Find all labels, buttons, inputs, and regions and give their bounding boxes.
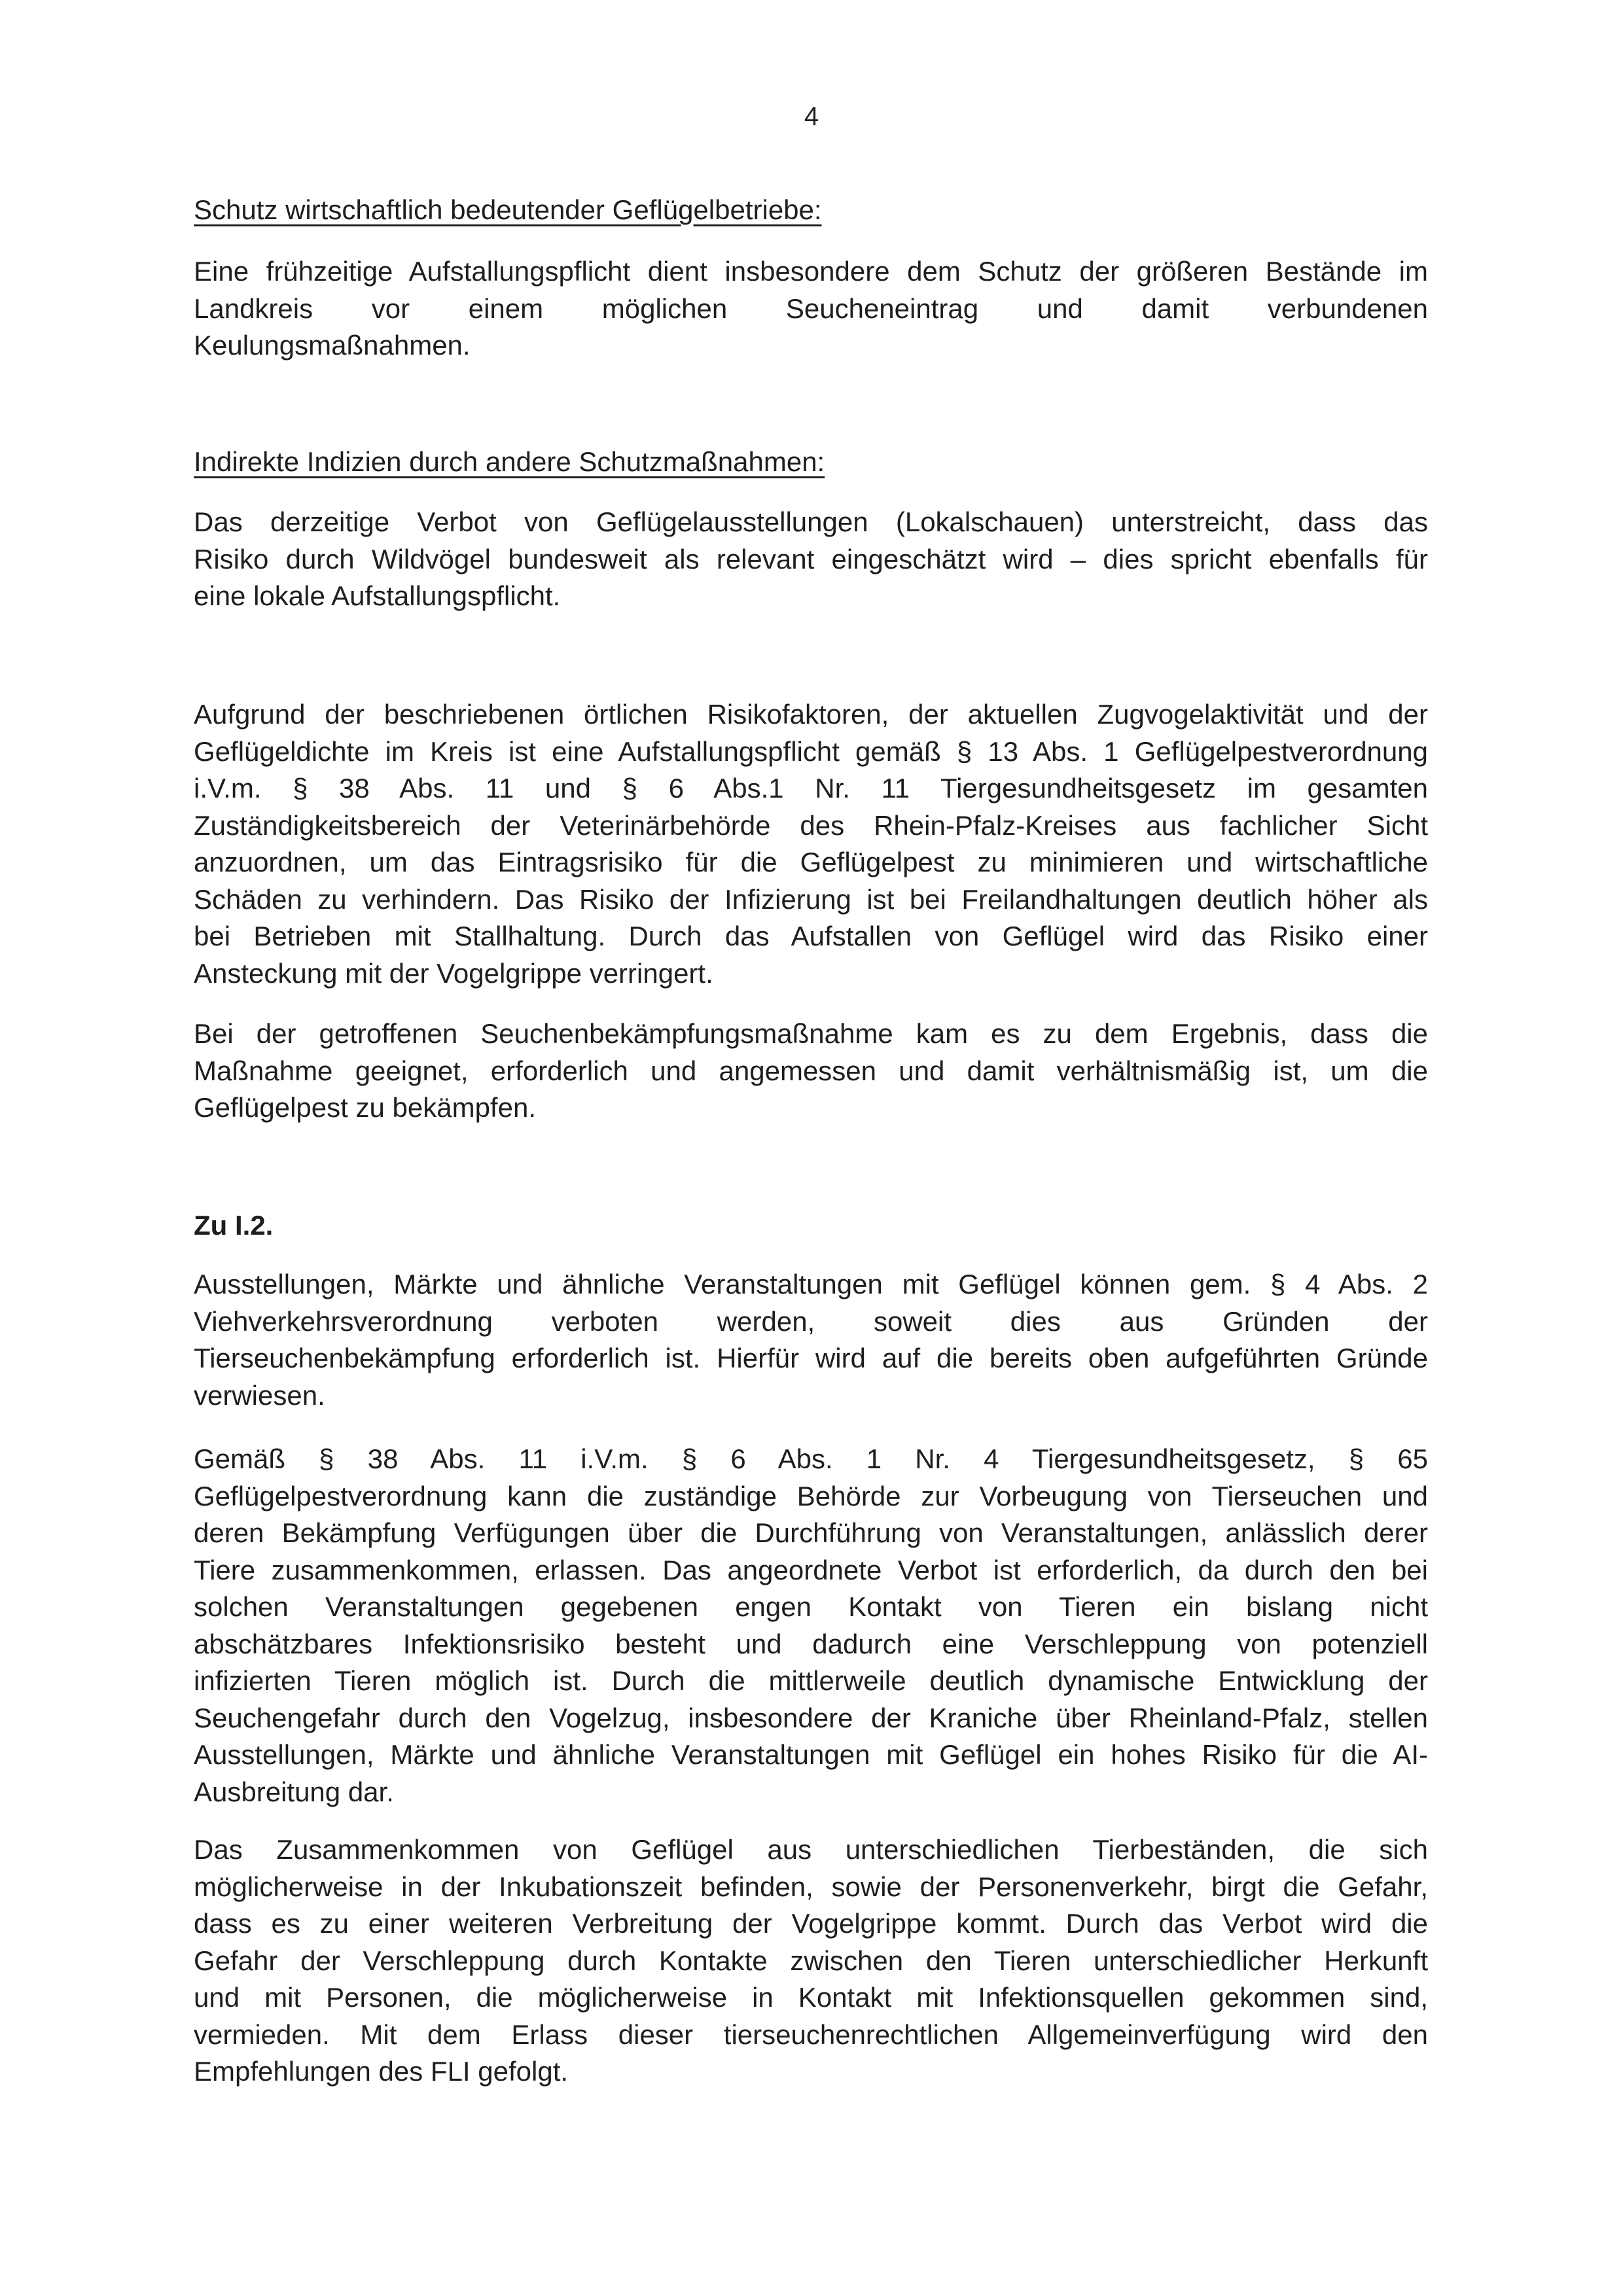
text-line: Ausbreitung dar. [194, 1776, 394, 1807]
text-line: Das Zusammenkommen von Geflügel aus unterschiedlichen Tierbeständen, die sich [194, 1834, 1428, 1865]
text-line: Gefahr der Verschleppung durch Kontakte zwischen den Tieren unterschiedlicher Herkunft [194, 1945, 1428, 1976]
text-line: Maßnahme geeignet, erforderlich und angemessen und damit verhältnismäßig ist, um die [194, 1055, 1428, 1086]
paragraph-2 [194, 504, 1428, 615]
text-line: Landkreis vor einem möglichen Seucheneintrag und damit verbundenen [194, 292, 1428, 324]
text-line: und mit Personen, die möglicherweise in Kontakt mit Infektionsquellen gekommen sind, [194, 1982, 1428, 2013]
text-line: Geflügelpestverordnung kann die zuständige Behörde zur Vorbeugung von Tierseuchen und [194, 1480, 1428, 1511]
paragraph-3 [194, 696, 1428, 992]
text-line: Empfehlungen des FLI gefolgt. [194, 2056, 569, 2087]
text-line: Schäden zu verhindern. Das Risiko der Infizierung ist bei Freilandhaltungen deutlich höher als [194, 883, 1428, 915]
text-line: möglicherweise in der Inkubationszeit befinden, sowie der Personenverkehr, birgt die Gefahr, [194, 1871, 1428, 1902]
text-line: deren Bekämpfung Verfügungen über die Durchführung von Veranstaltungen, anlässlich derer [194, 1517, 1428, 1548]
paragraph-1 [194, 253, 1428, 364]
text-line: Ansteckung mit der Vogelgrippe verringert. [194, 957, 713, 989]
text-line: Aufgrund der beschriebenen örtlichen Risikofaktoren, der aktuellen Zugvogelaktivität und der [194, 699, 1428, 730]
text-line: Seuchengefahr durch den Vogelzug, insbesondere der Kraniche über Rheinland-Pfalz, stellen [194, 1702, 1428, 1733]
text-line: Geflügelpest zu bekämpfen. [194, 1092, 536, 1123]
text-line: Zuständigkeitsbereich der Veterinärbehörde des Rhein-Pfalz-Kreises aus fachlicher Sicht [194, 809, 1428, 841]
text-line: Ausstellungen, Märkte und ähnliche Veranstaltungen mit Geflügel können gem. § 4 Abs. 2 [194, 1269, 1428, 1299]
paragraph-4 [194, 1016, 1428, 1127]
text-line: abschätzbares Infektionsrisiko besteht und dadurch eine Verschleppung von potenziell [194, 1628, 1428, 1659]
text-line: Tiere zusammenkommen, erlassen. Das angeordnete Verbot ist erforderlich, da durch den bei [194, 1554, 1428, 1585]
text-line: solchen Veranstaltungen gegebenen engen Kontakt von Tieren ein bislang nicht [194, 1591, 1428, 1622]
page-number: 4 [804, 102, 819, 131]
text-line: Tierseuchenbekämpfung erforderlich ist. Hierfür wird auf die bereits oben aufgeführten Gründe [194, 1343, 1428, 1373]
paragraph-7 [194, 1831, 1428, 2091]
text-line: Bei der getroffenen Seuchenbekämpfungsmaßnahme kam es zu dem Ergebnis, dass die [194, 1018, 1428, 1049]
text-line: infizierten Tieren möglich ist. Durch die mittlerweile deutlich dynamische Entwicklung der [194, 1665, 1428, 1696]
text-line: Viehverkehrsverordnung verboten werden, soweit dies aus Gründen der [194, 1305, 1428, 1337]
text-line: i.V.m. § 38 Abs. 11 und § 6 Abs.1 Nr. 11 Tiergesundheitsgesetz im gesamten [194, 773, 1428, 804]
text-line: Eine frühzeitige Aufstallungspflicht dient insbesondere dem Schutz der größeren Bestände im [194, 256, 1428, 287]
paragraph-5 [194, 1266, 1428, 1414]
text-line: dass es zu einer weiteren Verbreitung der Vogelgrippe kommt. Durch das Verbot wird die [194, 1908, 1428, 1939]
text-line: Ausstellungen, Märkte und ähnliche Veranstaltungen mit Geflügel ein hohes Risiko für die AI- [194, 1739, 1428, 1770]
text-line: verwiesen. [194, 1379, 325, 1411]
section-heading-protection-poultry-farms: Schutz wirtschaftlich bedeutender Geflügelbetriebe: [194, 194, 822, 225]
text-line: Geflügeldichte im Kreis ist eine Aufstallungspflicht gemäß § 13 Abs. 1 Geflügelpestverordnung [194, 735, 1428, 767]
text-line: vermieden. Mit dem Erlass dieser tierseuchenrechtlichen Allgemeinverfügung wird den [194, 2019, 1428, 2050]
text-line: eine lokale Aufstallungspflicht. [194, 580, 561, 611]
text-line: Gemäß § 38 Abs. 11 i.V.m. § 6 Abs. 1 Nr. 4 Tiergesundheitsgesetz, § 65 [194, 1443, 1428, 1474]
text-line: Das derzeitige Verbot von Geflügelausstellungen (Lokalschauen) unterstreicht, dass das [194, 506, 1428, 537]
text-line: bei Betrieben mit Stallhaltung. Durch das Aufstallen von Geflügel wird das Risiko einer [194, 921, 1428, 951]
text-line: anzuordnen, um das Eintragsrisiko für die Geflügelpest zu minimieren und wirtschaftliche [194, 847, 1428, 877]
paragraph-6 [194, 1441, 1428, 1810]
section-heading-zu-i2: Zu I.2. [194, 1210, 274, 1241]
section-heading-indirect-indications: Indirekte Indizien durch andere Schutzmaßnahmen: [194, 446, 825, 477]
text-line: Risiko durch Wildvögel bundesweit als relevant eingeschätzt wird – dies spricht ebenfalls für [194, 543, 1428, 574]
text-line: Keulungsmaßnahmen. [194, 330, 471, 361]
